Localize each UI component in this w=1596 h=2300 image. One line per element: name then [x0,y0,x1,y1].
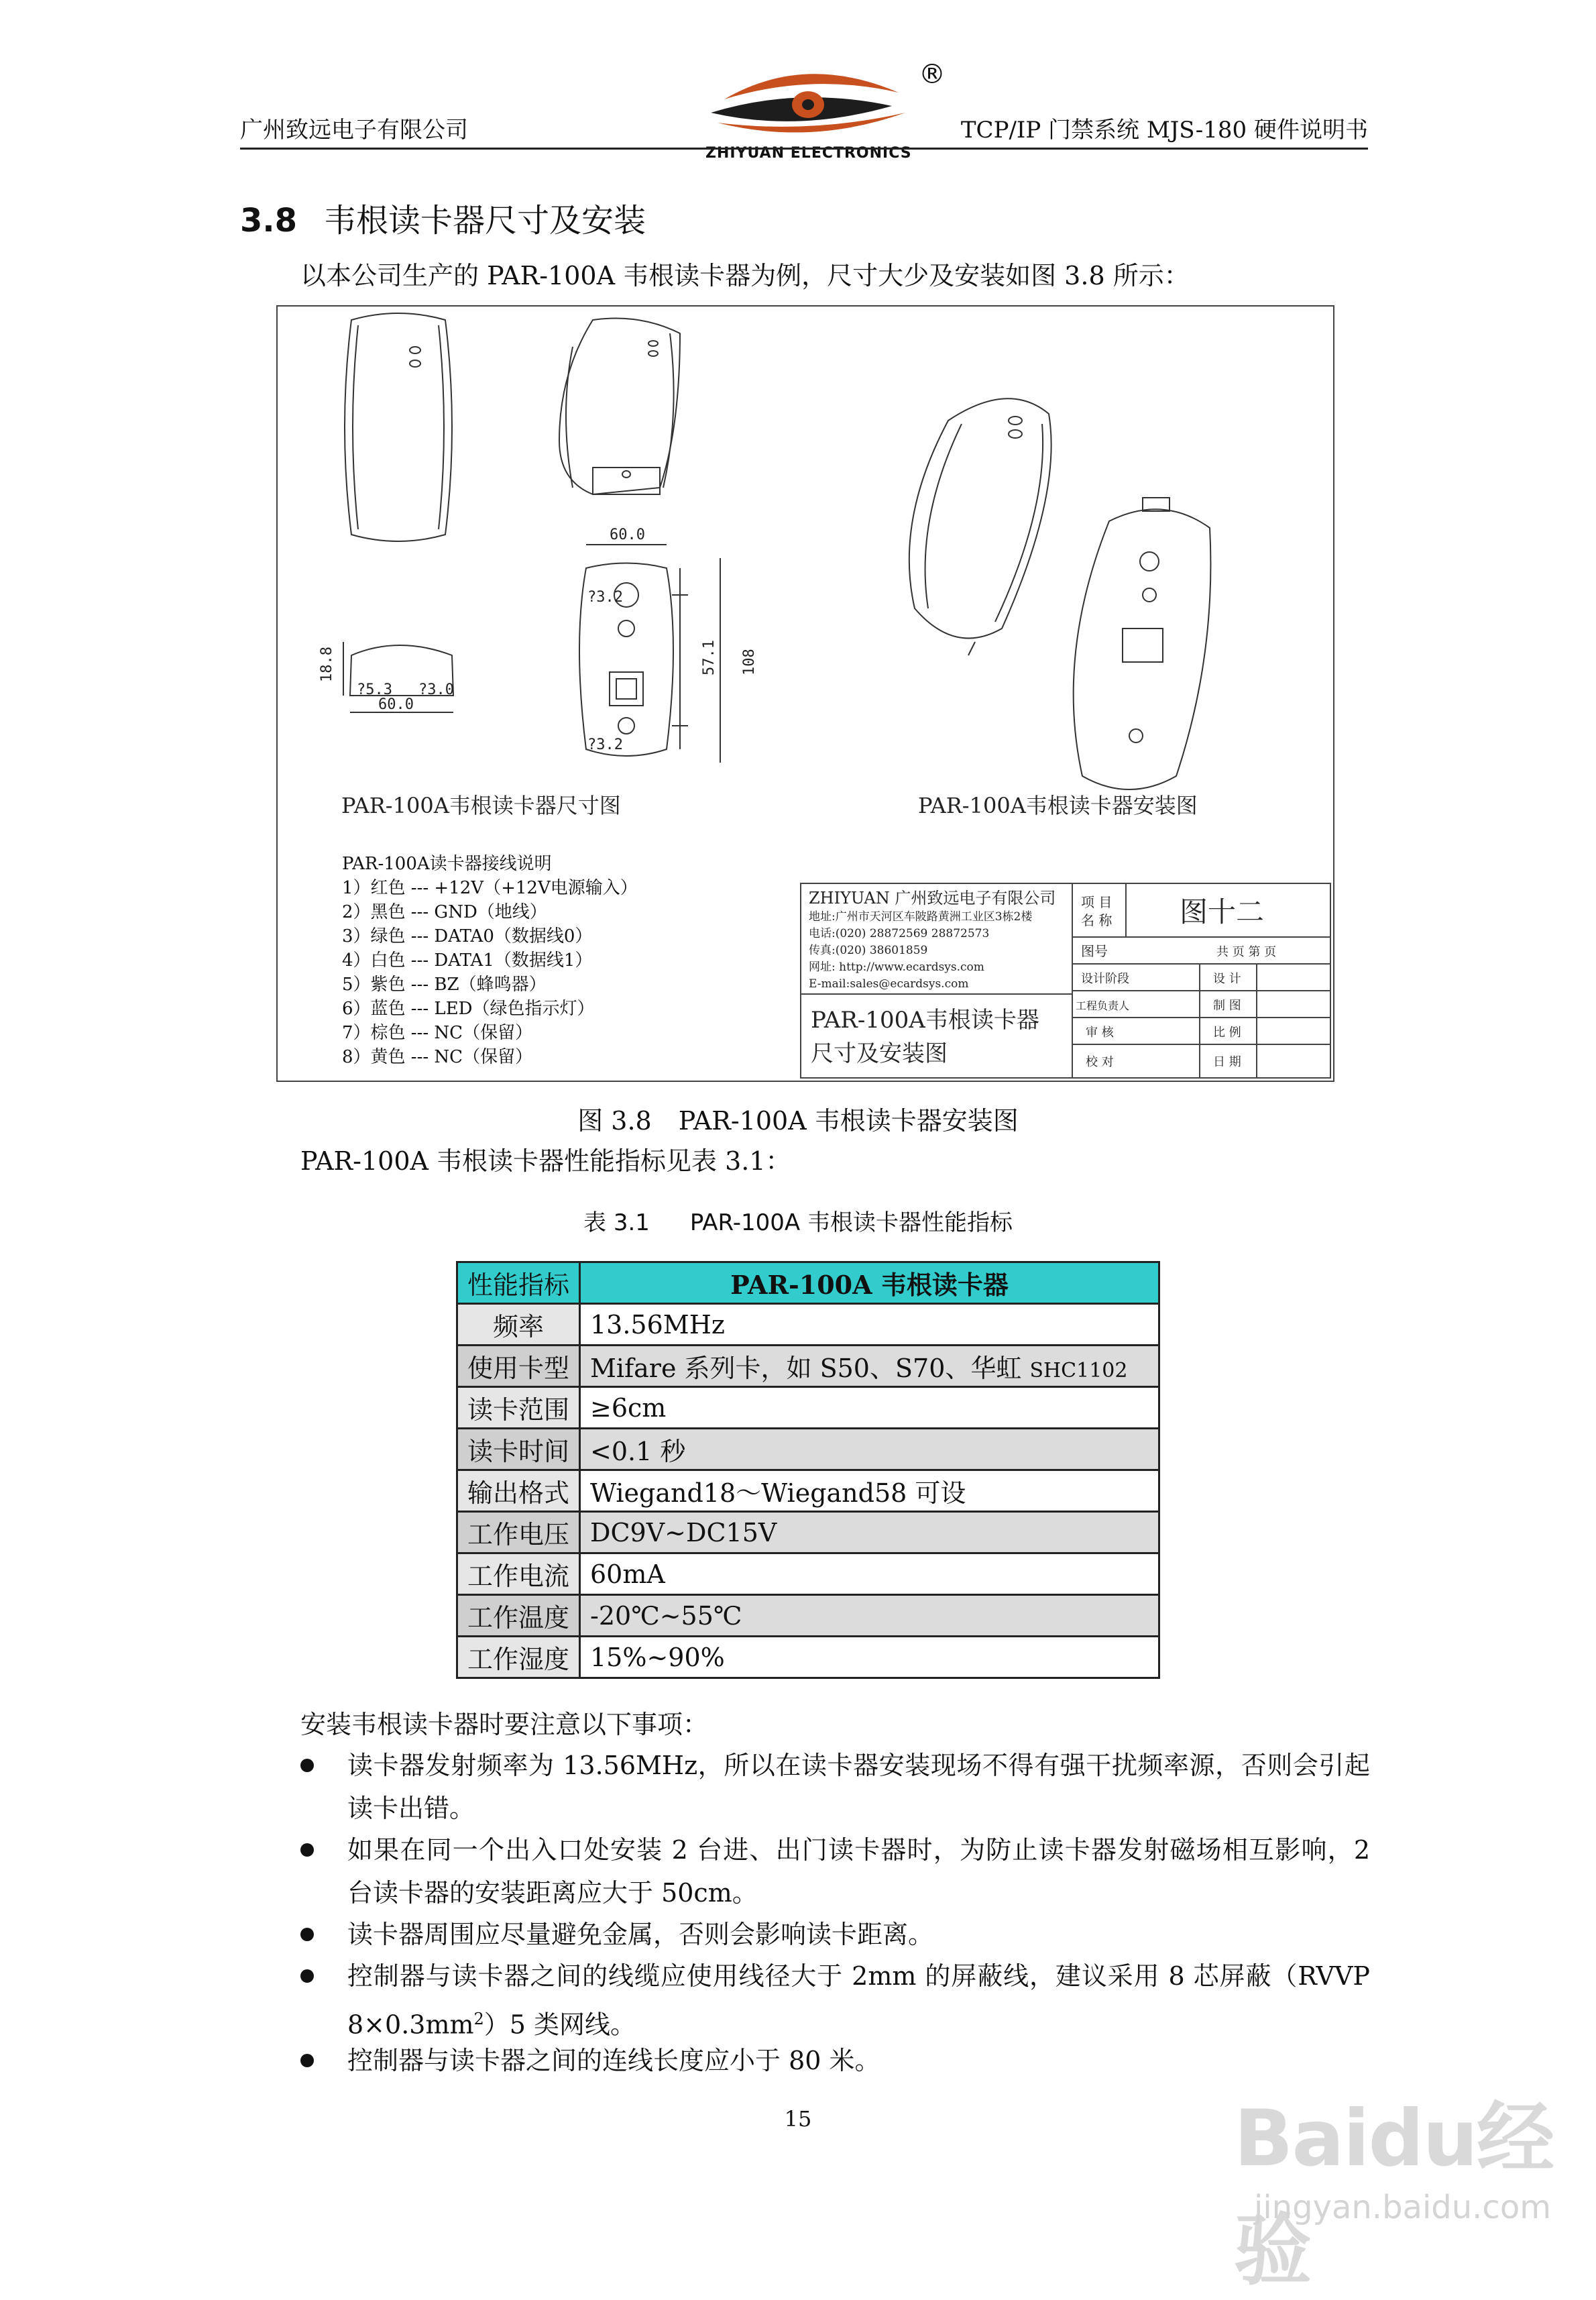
watermark [1234,2076,1569,2296]
note-item [300,1955,1370,2046]
spec-value: 60mA [580,1553,1159,1595]
perf-intro: PAR-100A 韦根读卡器性能指标见表 3.1： [300,1146,791,1176]
tb-engineer: 工程负责人 [1076,999,1130,1012]
note-item [300,1744,1370,1830]
company-logo [697,59,946,168]
note-item [300,2039,1370,2082]
wiring-notes [342,852,638,1069]
tb-stage: 设计阶段 [1081,972,1129,986]
bullet-icon [300,1928,314,1941]
spec-value: ≥6cm [580,1387,1159,1429]
tb-date: 日 期 [1213,1055,1241,1069]
table-row [457,1346,1159,1387]
spec-key: 工作电流 [457,1553,580,1595]
spec-value: -20℃~55℃ [580,1595,1159,1637]
spec-table [456,1261,1160,1679]
watermark-url: jingyan.baidu.com [1254,2189,1551,2226]
tb-fax: 传真:(020) 38601859 [809,944,928,957]
tb-design: 设 计 [1213,972,1241,986]
figure-caption [0,1100,1596,1137]
bullet-icon [300,1969,314,1983]
table-row [457,1470,1159,1512]
tb-draw: 制 图 [1213,999,1241,1013]
note-item [300,1828,1370,1914]
wiring-item: 2）黑色 --- GND（地线） [342,902,547,922]
dim-height-571: 57.1 [701,640,718,675]
spec-value: Wiegand18～Wiegand58 可设 [580,1470,1159,1512]
spec-value: 13.56MHz [580,1304,1159,1346]
reader-front-view [345,313,452,541]
wiring-item: 3）绿色 --- DATA0（数据线0） [342,926,593,946]
section-title: 韦根读卡器尺寸及安装 [324,202,646,239]
tb-project-1: 项 目 [1081,894,1113,910]
header-doc-title: TCP/IP 门禁系统 MJS-180 硬件说明书 [960,117,1368,144]
wiring-item: 1）红色 --- +12V（+12V电源输入） [342,878,638,898]
spec-key: 读卡时间 [457,1429,580,1470]
spec-key: 读卡范围 [457,1387,580,1429]
label-install-drawing: PAR-100A韦根读卡器安装图 [918,793,1198,818]
bullet-icon [300,2054,314,2067]
tb-figure-name: 图十二 [1180,895,1265,928]
spec-value-text: Mifare 系列卡，如 S50、S70、华虹 [590,1354,1022,1383]
tb-drawing-title-2: 尺寸及安装图 [811,1040,948,1067]
table-row [457,1429,1159,1470]
table-row [457,1553,1159,1595]
tb-email: E-mail:sales@ecardsys.com [809,977,969,991]
bullet-icon [300,1843,314,1857]
logo-registered-mark: ® [919,59,946,90]
logo-text: ZHIYUAN ELECTRONICS [705,145,912,162]
dim-height-side: 18.8 [319,647,335,682]
spec-value: DC9V~DC15V [580,1512,1159,1553]
reader-install-front [909,398,1051,638]
spec-value-extra: SHC1102 [1029,1359,1128,1382]
section-intro: 以本公司生产的 PAR-100A 韦根读卡器为例，尺寸大少及安装如图 3.8 所示： [300,261,1190,290]
spec-value [580,1346,1159,1387]
tb-web: 网址: http://www.ecardsys.com [809,961,984,974]
table-caption [0,1204,1596,1237]
dim-height-108: 108 [741,649,758,675]
spec-key: 使用卡型 [457,1346,580,1387]
bullet-icon [300,1759,314,1772]
section-number: 3.8 [240,202,298,239]
logo-swoosh-icon [697,59,919,146]
dim-hole-53: ?5.3 [357,681,392,698]
tb-tuhao: 图号 [1081,943,1108,959]
table-row [457,1637,1159,1678]
spec-key: 输出格式 [457,1470,580,1512]
label-size-drawing: PAR-100A韦根读卡器尺寸图 [341,793,621,818]
tb-review: 审 核 [1086,1026,1114,1040]
table-row [457,1512,1159,1553]
note-text-main: 控制器与读卡器之间的线缆应使用线径大于 2mm 的屏蔽线，建议采用 8 芯屏蔽（RVVP 8×0.3mm [347,1961,1370,2040]
dim-hole-32-top: ?3.2 [587,589,623,606]
table-row [457,1304,1159,1346]
wiring-item: 5）紫色 --- BZ（蜂鸣器） [342,975,547,995]
page-number: 15 [784,2106,812,2132]
notes-intro: 安装韦根读卡器时要注意以下事项： [300,1710,709,1739]
watermark-brand: Baidu经验 [1234,2093,1554,2296]
note-item [300,1913,1370,1956]
spec-key: 频率 [457,1304,580,1346]
section-heading [240,195,646,241]
note-text [347,1955,1370,2046]
wiring-item: 4）白色 --- DATA1（数据线1） [342,950,593,971]
note-text: 如果在同一个出入口处安装 2 台进、出门读卡器时，为防止读卡器发射磁场相互影响，2 台读卡器的安装距离应大于 50cm。 [347,1835,1370,1908]
table-header-value: PAR-100A 韦根读卡器 [580,1262,1159,1304]
wiring-item: 6）蓝色 --- LED（绿色指示灯） [342,999,595,1019]
table-header-row [457,1262,1159,1304]
tb-check: 校 对 [1086,1055,1114,1069]
reader-install-plate [1074,509,1211,789]
note-text-tail: ）5 类网线。 [483,2010,636,2040]
table-row [457,1595,1159,1637]
figure-caption-label: 图 3.8 [577,1106,652,1136]
wiring-item: 8）黄色 --- NC（保留） [342,1047,533,1067]
spec-key: 工作湿度 [457,1637,580,1678]
tb-pages: 共 页 第 页 [1216,945,1277,959]
figure-caption-text: PAR-100A 韦根读卡器安装图 [678,1106,1019,1136]
note-superscript: 2 [473,2010,484,2028]
table-header-key: 性能指标 [457,1262,580,1304]
note-text: 读卡器发射频率为 13.56MHz，所以在读卡器安装现场不得有强干扰频率源，否则会引起读卡出错。 [347,1751,1370,1823]
dim-hole-32-bottom: ?3.2 [587,736,623,753]
tb-phone: 电话:(020) 28872569 28872573 [809,927,990,940]
note-text: 读卡器周围应尽量避免金属，否则会影响读卡距离。 [347,1920,934,1949]
table-caption-text: PAR-100A 韦根读卡器性能指标 [689,1209,1013,1236]
table-caption-label: 表 3.1 [583,1209,650,1236]
header-rule [240,148,1368,150]
spec-key: 工作温度 [457,1595,580,1637]
note-text: 控制器与读卡器之间的连线长度应小于 80 米。 [347,2046,880,2075]
dim-width-bottom: 60.0 [378,696,414,713]
wiring-title: PAR-100A读卡器接线说明 [342,854,552,874]
wiring-item: 7）棕色 --- NC（保留） [342,1023,533,1043]
tb-drawing-title-1: PAR-100A韦根读卡器 [811,1007,1039,1034]
table-row [457,1387,1159,1429]
tb-project-2: 名 称 [1081,912,1113,928]
spec-value: <0.1 秒 [580,1429,1159,1470]
dim-hole-30: ?3.0 [418,681,454,698]
spec-value: 15%~90% [580,1637,1159,1678]
tb-scale: 比 例 [1213,1026,1241,1040]
spec-key: 工作电压 [457,1512,580,1553]
tb-company: ZHIYUAN 广州致远电子有限公司 [809,889,1056,908]
header-company: 广州致远电子有限公司 [240,117,468,144]
dim-width-top: 60.0 [610,527,645,543]
tb-address: 地址:广州市天河区车陂路黄洲工业区3栋2楼 [809,910,1033,924]
